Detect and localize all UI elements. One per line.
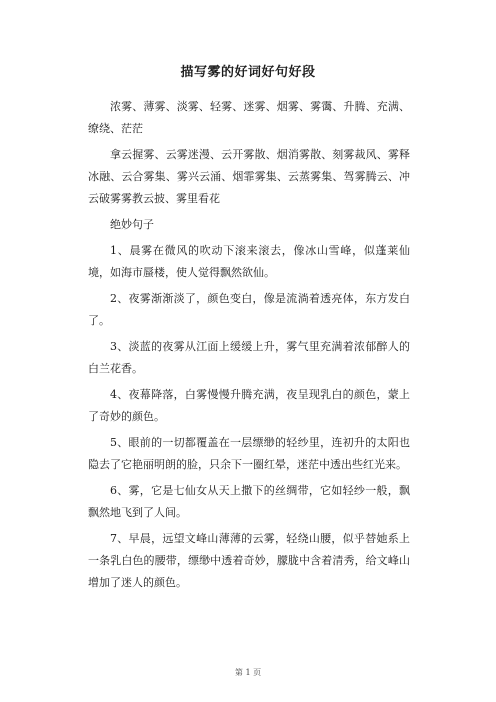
document-title: 描写雾的好词好句好段 xyxy=(180,65,316,80)
sentence-4: 4、夜幕降落，白雾慢慢升腾充满，夜呈现乳白的颜色，蒙上了奇妙的颜色。 xyxy=(88,388,410,423)
paragraph-word-list-2: 拿云握雾、云雾迷漫、云开雾散、烟消雾散、刻雾裁风、雾释冰融、云合雾集、雾兴云涌、烟霏雾集、云蒸雾集、驾雾腾云、冲云破雾雾教云披、雾里看花 xyxy=(88,148,410,205)
sentence-6: 6、雾，它是七仙女从天上撒下的丝绸带，它如轻纱一般，飘飘然地飞到了人间。 xyxy=(88,484,410,519)
sentence-5: 5、眼前的一切都覆盖在一层缥缈的轻纱里，连初升的太阳也隐去了它艳丽明朗的脸，只余下一圈红晕，迷茫中透出些红光来。 xyxy=(88,436,410,471)
sentence-7: 7、早晨，远望文峰山薄薄的云雾，轻绕山腰，似乎替她系上一条乳白色的腰带，缥缈中透着奇妙，朦胧中含着清秀，给文峰山增加了迷人的颜色。 xyxy=(88,532,410,589)
sentence-3: 3、淡蓝的夜雾从江面上缓缓上升，雾气里充满着浓郁醉人的白兰花香。 xyxy=(88,340,410,375)
section-heading: 绝妙句子 xyxy=(110,218,154,231)
page-number: 第 1 页 xyxy=(234,668,262,677)
document-body xyxy=(88,96,410,598)
sentence-1: 1、晨雾在微风的吹动下滚来滚去，像冰山雪峰，似蓬莱仙境，如海市蜃楼，使人觉得飘然欲仙。 xyxy=(88,244,410,279)
sentence-2: 2、夜雾渐渐淡了，颜色变白，像是流淌着透亮体，东方发白了。 xyxy=(88,292,410,327)
paragraph-word-list-1: 浓雾、薄雾、淡雾、轻雾、迷雾、烟雾、雾霭、升腾、充满、缭绕、茫茫 xyxy=(88,100,410,135)
